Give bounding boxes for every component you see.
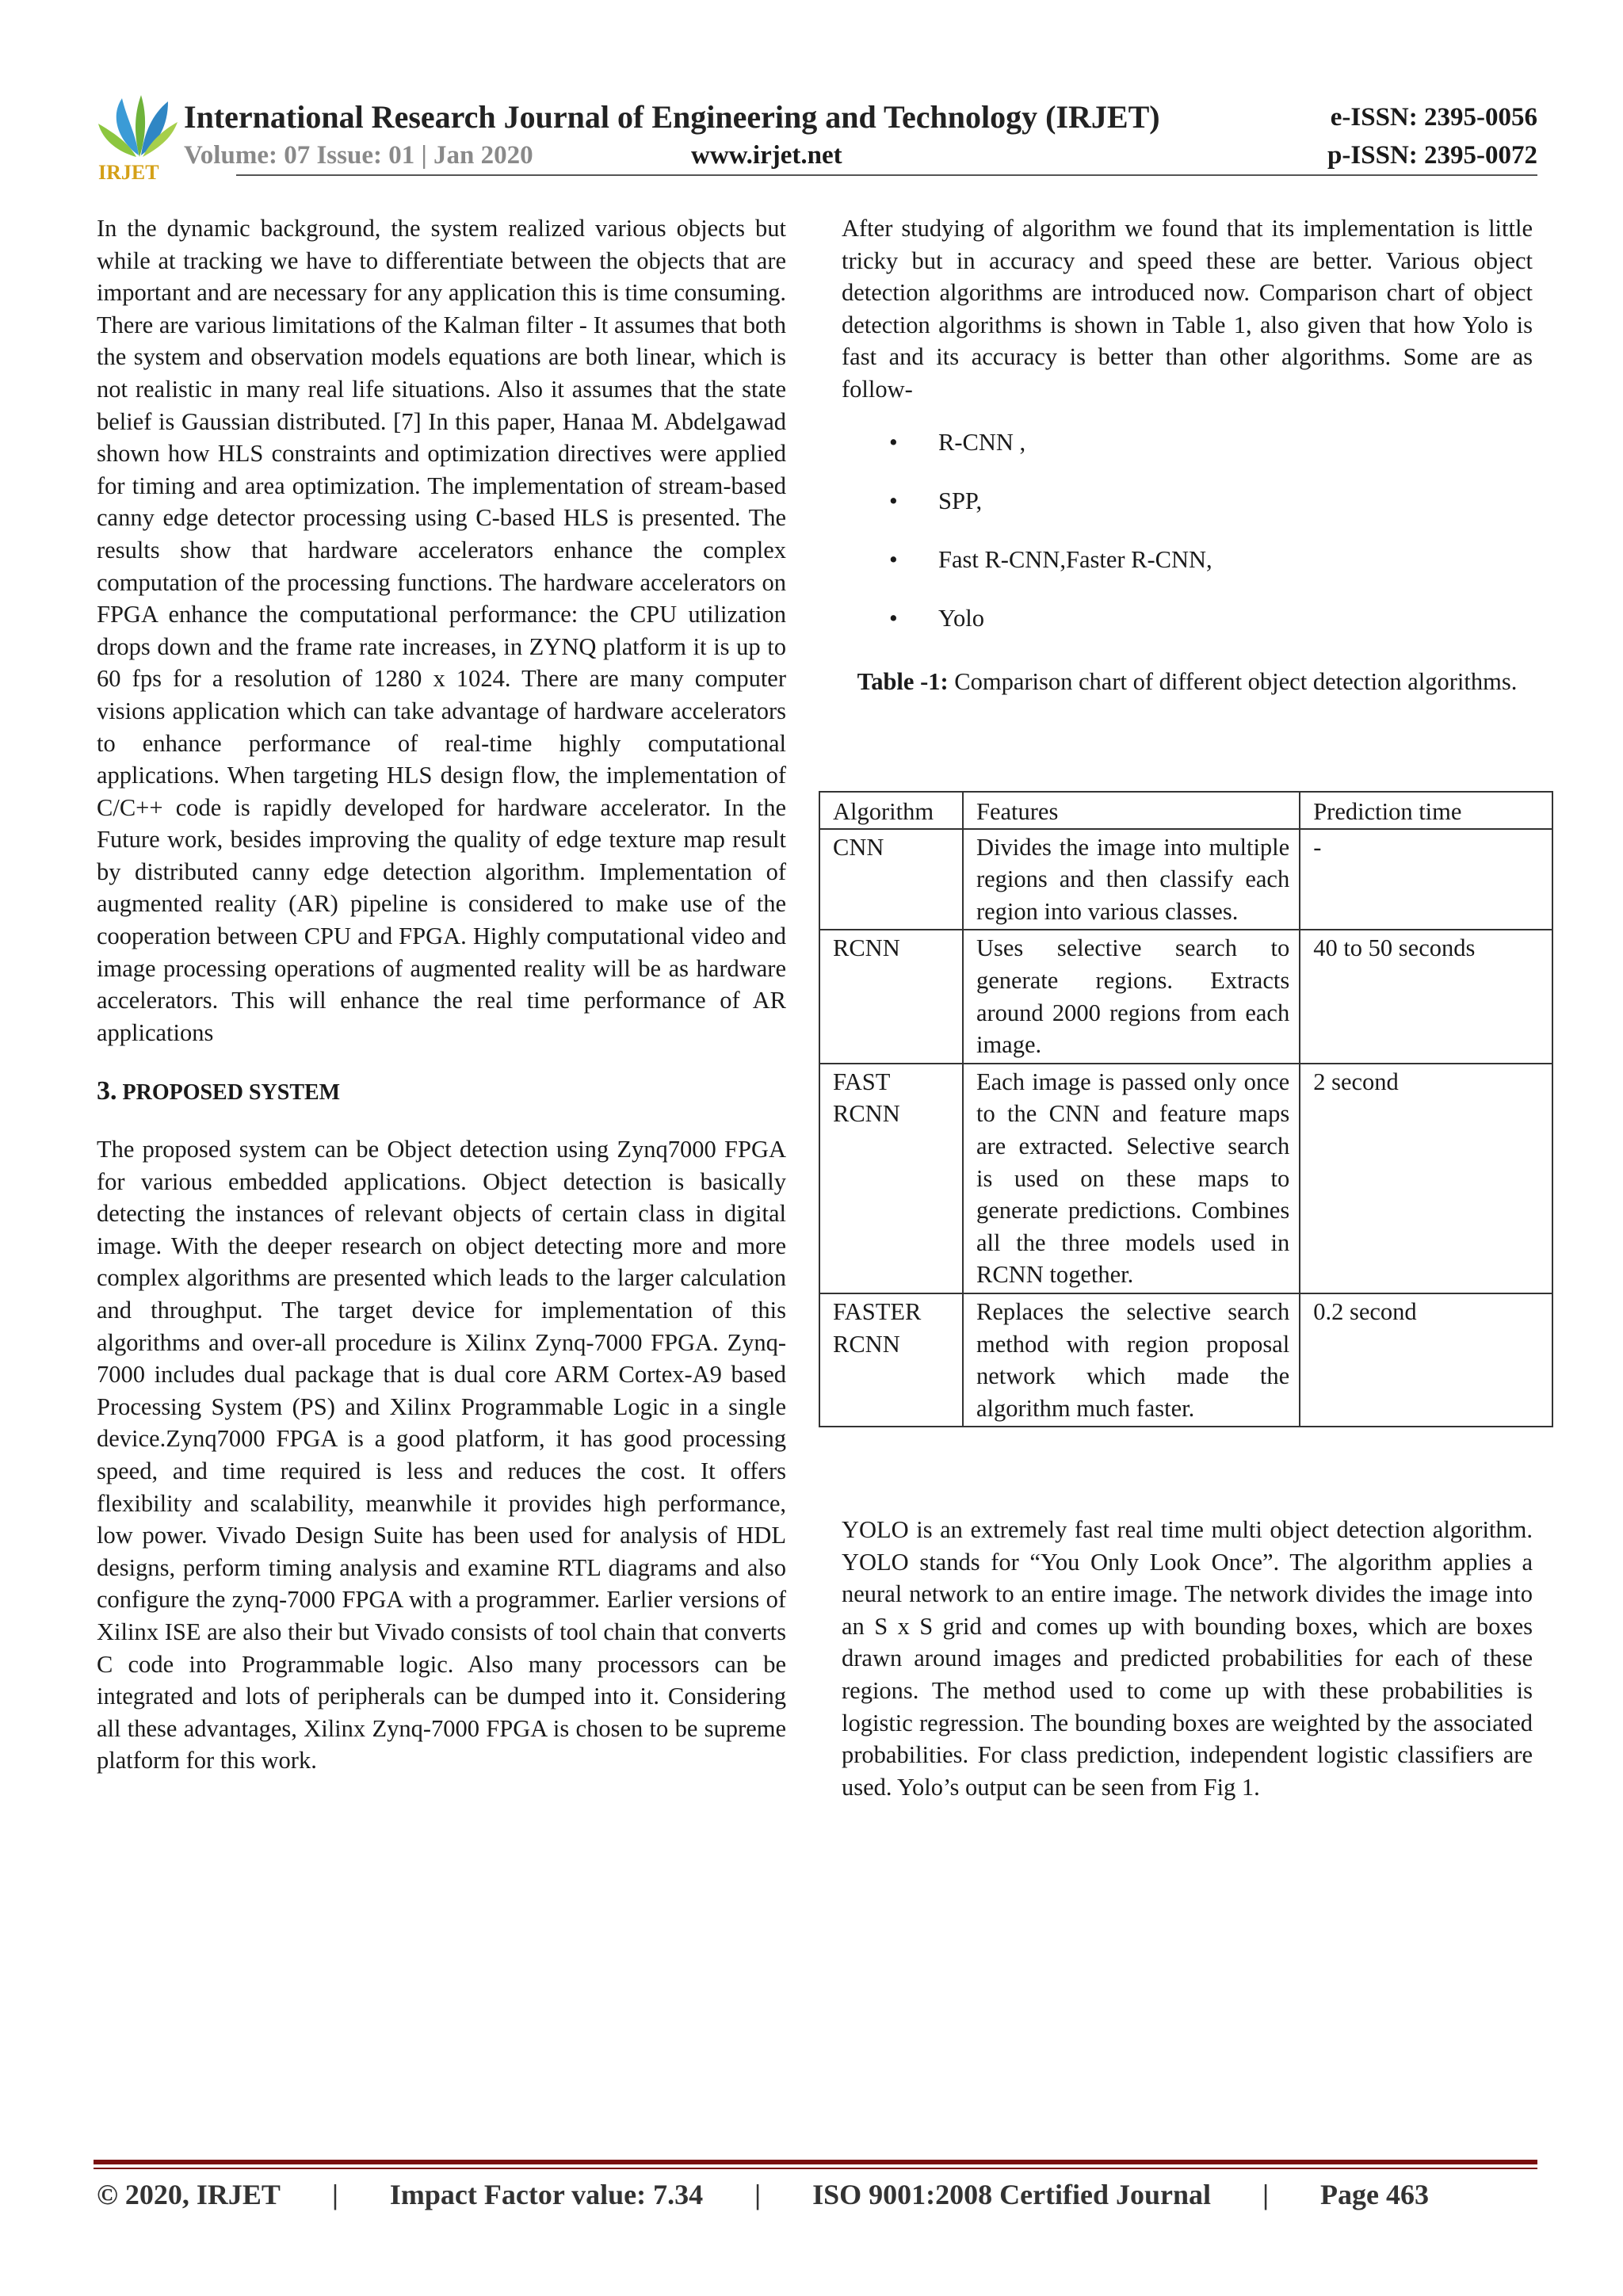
e-issn: e-ISSN: 2395-0056 bbox=[1330, 103, 1537, 132]
section-heading bbox=[97, 1075, 786, 1110]
table-row bbox=[819, 829, 1552, 930]
table-cell: CNN bbox=[819, 829, 963, 930]
list-item: • R-CNN , bbox=[889, 426, 1533, 485]
table-cell: FAST RCNN bbox=[819, 1064, 963, 1293]
list-item: • Yolo bbox=[889, 602, 1533, 661]
table-row bbox=[819, 1064, 1552, 1293]
section-title: PROPOSED SYSTEM bbox=[122, 1080, 341, 1106]
table-cell: 40 to 50 seconds bbox=[1300, 930, 1552, 1063]
table-cell: 2 second bbox=[1300, 1064, 1552, 1293]
list-item: • Fast R-CNN,Faster R-CNN, bbox=[889, 544, 1533, 602]
section-number: 3. bbox=[97, 1076, 117, 1106]
comparison-table bbox=[819, 791, 1553, 1427]
table-caption-text: Comparison chart of different object detection algorithms. bbox=[948, 667, 1518, 695]
list-item: • SPP, bbox=[889, 485, 1533, 544]
leaf-logo-icon bbox=[95, 94, 182, 182]
right-paragraph-2: YOLO is an extremely fast real time multi object detection algorithm. YOLO stands for “You Only Look Once”. The algorithm applies a neural network to an entire image. The network divides the image into an S x S grid and comes up with bounding boxes, which are boxes drawn around images and predicted probabilities for each of these regions. The method used to come up with these probabilities is logistic regression. The bounding boxes are weighted by the associated probabilities. For class prediction, independent logistic classifiers are used. Yolo’s output can be seen from Fig 1. bbox=[842, 1516, 1533, 1801]
table-cell: Divides the image into multiple regions and then classify each region into various classes. bbox=[963, 829, 1300, 930]
logo-text: IRJET bbox=[98, 161, 159, 182]
page-footer bbox=[97, 2178, 1429, 2211]
table-cell: - bbox=[1300, 829, 1552, 930]
table-cell: FASTER RCNN bbox=[819, 1293, 963, 1427]
footer-separator: | bbox=[754, 2179, 762, 2210]
table-header-cell: Features bbox=[963, 792, 1300, 829]
footer-separator: | bbox=[331, 2179, 338, 2210]
p-issn: p-ISSN: 2395-0072 bbox=[1327, 141, 1537, 170]
journal-website: www.irjet.net bbox=[691, 141, 842, 170]
algorithm-list bbox=[889, 426, 1533, 661]
table-cell: Uses selective search to generate regions. Extracts around 2000 regions from each image. bbox=[963, 930, 1300, 1063]
left-paragraph-1: In the dynamic background, the system realized various objects but while at tracking we have to differentiate between the objects that are important and are necessary for any application this is time consuming. There are various limitations of the Kalman filter - It assumes that both the system and observation models equations are both linear, which is not realistic in many real life situations. Also it assumes that the state belief is Gaussian distributed. [7] In this paper, Hanaa M. Abdelgawad shown how HLS constraints and optimization directives were applied for timing and area optimization. The implementation of stream-based canny edge detector processing using C-based HLS is presented. The results show that hardware accelerators enhance the complex computation of the processing functions. The hardware accelerators on FPGA enhance the computational performance: the CPU utilization drops down and the frame rate increases, in ZYNQ platform it is up to 60 fps for a resolution of 1280 x 1024. There are many computer visions application which can take advantage of hardware accelerators to enhance performance of real-time highly computational applications. When targeting HLS design flow, the implementation of C/C++ code is rapidly developed for hardware accelerator. In the Future work, besides improving the quality of edge texture map result by distributed canny edge detection algorithm. Implementation of augmented reality (AR) pipeline is considered to make use of the cooperation between CPU and FPGA. Highly computational video and image processing operations of augmented reality will be as hardware accelerators. This will enhance the real time performance of AR applications bbox=[97, 215, 786, 1046]
footer-divider bbox=[94, 2160, 1537, 2164]
table-row bbox=[819, 1293, 1552, 1427]
table-caption bbox=[842, 666, 1533, 697]
table-cell: Replaces the selective search method with region proposal network which made the algorithm much faster. bbox=[963, 1293, 1300, 1427]
table-cell: Each image is passed only once to the CNN and feature maps are extracted. Selective search is used on these maps to generate predictions. Combines all the three models used in RCNN together. bbox=[963, 1064, 1300, 1293]
footer-page-number: Page 463 bbox=[1320, 2179, 1429, 2210]
right-column bbox=[842, 212, 1533, 697]
volume-issue: Volume: 07 Issue: 01 | Jan 2020 bbox=[184, 141, 533, 170]
table-caption-label: Table -1: bbox=[857, 667, 949, 695]
footer-separator: | bbox=[1262, 2179, 1269, 2210]
footer-divider-thin bbox=[94, 2168, 1537, 2169]
table-cell: 0.2 second bbox=[1300, 1293, 1552, 1427]
right-paragraph-1: After studying of algorithm we found that its implementation is little tricky but in accuracy and speed these are better. Various object detection algorithms are introduced now. Comparison chart of object detection algorithms is shown in Table 1, also given that how Yolo is fast and its accuracy is better than other algorithms. Some are as follow- bbox=[842, 215, 1533, 403]
journal-title: International Research Journal of Engineering and Technology (IRJET) bbox=[184, 99, 1160, 135]
header-divider bbox=[236, 174, 1537, 176]
footer-impact-factor: Impact Factor value: 7.34 bbox=[389, 2179, 704, 2210]
table-row bbox=[819, 930, 1552, 1063]
table-header-row bbox=[819, 792, 1552, 829]
footer-copyright: © 2020, IRJET bbox=[97, 2179, 281, 2210]
left-paragraph-2: The proposed system can be Object detection using Zynq7000 FPGA for various embedded applications. Object detection is basically detecting the instances of relevant objects of certain class in digital image. With the deeper research on object detecting more and more complex algorithms are presented which leads to the larger calculation and throughput. The target device for implementation of this algorithms and over-all procedure is Xilinx Zynq-7000 FPGA. Zynq-7000 includes dual package that is dual core ARM Cortex-A9 based Processing System (PS) and Xilinx Programmable Logic in a single device.Zynq7000 FPGA is a good platform, it has good processing speed, and time required is less and reduces the cost. It offers flexibility and scalability, meanwhile it provides high performance, low power. Vivado Design Suite has been used for analysis of HDL designs, perform timing analysis and examine RTL diagrams and also configure the zynq-7000 FPGA with a programmer. Earlier versions of Xilinx ISE are also their but Vivado consists of tool chain that converts C code into Programmable logic. Also many processors can be integrated and lots of peripherals can be dumped into it. Considering all these advantages, Xilinx Zynq-7000 FPGA is chosen to be supreme platform for this work. bbox=[97, 1136, 786, 1775]
table-header-cell: Algorithm bbox=[819, 792, 963, 829]
left-column bbox=[97, 212, 786, 1777]
table-cell: RCNN bbox=[819, 930, 963, 1063]
page-header bbox=[95, 94, 1537, 182]
footer-iso: ISO 9001:2008 Certified Journal bbox=[812, 2179, 1212, 2210]
table-header-cell: Prediction time bbox=[1300, 792, 1552, 829]
